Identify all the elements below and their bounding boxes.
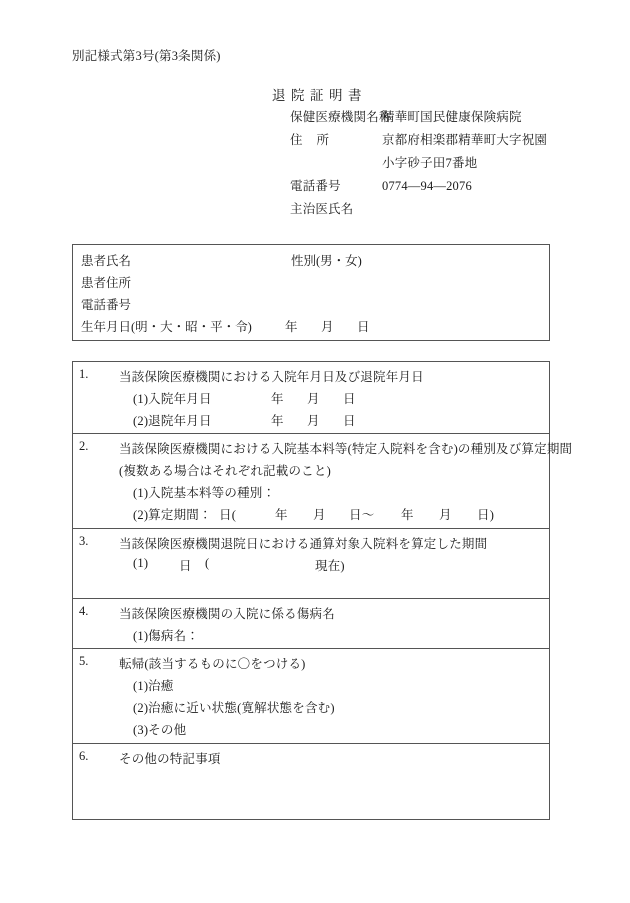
section-2-item-2 [119, 505, 549, 527]
section-2-heading-cont: (複数ある場合はそれぞれ記載のこと) [119, 464, 331, 478]
patient-phone-row [73, 295, 549, 317]
section-5-number: 5. [79, 654, 89, 668]
section-row-1 [73, 362, 549, 434]
issuer-value-address-cont: 小字砂子田7番地 [382, 156, 478, 170]
section-5-heading: 転帰(該当するものに〇をつける) [119, 657, 306, 671]
section-row-3 [73, 529, 549, 599]
section-2-item-2-label: (2)算定期間： [133, 508, 212, 522]
section-2-body [73, 439, 573, 527]
section-4-item-1-label[interactable]: (1)傷病名： [133, 629, 199, 643]
section-1-item-1-month[interactable]: 月 [307, 392, 320, 406]
section-1-item-1-label: (1)入院年月日 [133, 392, 212, 406]
patient-name-row [73, 251, 549, 273]
section-2-item-2-days[interactable]: 日( [219, 508, 237, 522]
issuer-row-doctor [290, 199, 547, 222]
section-5-option-2[interactable]: (2)治癒に近い状態(寛解状態を含む) [133, 701, 335, 715]
issuer-row-address [290, 130, 547, 153]
issuer-label-address: 住所 [290, 133, 344, 147]
section-6-notes-area[interactable] [119, 771, 549, 793]
section-4-number: 4. [79, 604, 89, 618]
section-1-number: 1. [79, 367, 89, 381]
section-row-4 [73, 599, 549, 649]
section-row-6 [73, 744, 549, 819]
patient-address-row [73, 273, 549, 295]
sections-table [72, 361, 573, 820]
section-5-body [73, 654, 549, 742]
section-2-item-2-month-to[interactable]: 月 [439, 508, 452, 522]
section-1-item-1 [119, 389, 549, 411]
issuer-value-institution: 精華町国民健康保険病院 [382, 110, 522, 124]
patient-address-label: 患者住所 [81, 276, 132, 290]
section-2-item-2-day-from[interactable]: 日～ [349, 508, 375, 522]
section-2-number: 2. [79, 439, 89, 453]
section-4-body [73, 604, 549, 648]
section-2-item-1-label[interactable]: (1)入院基本料等の種別： [133, 486, 276, 500]
issuer-row-address-cont [290, 153, 547, 176]
section-2-item-2-year-to[interactable]: 年 [401, 508, 414, 522]
section-3-item-1-current[interactable]: 現在) [315, 559, 345, 573]
section-3-item-1-day[interactable]: 日 [179, 559, 192, 573]
section-2-item-1 [119, 483, 549, 505]
section-1-heading: 当該保険医療機関における入院年月日及び退院年月日 [119, 370, 424, 384]
patient-dob-row [73, 317, 549, 339]
section-2-heading: 当該保険医療機関における入院基本料等(特定入院料を含む)の種別及び算定期間 [119, 442, 573, 456]
patient-name-label: 患者氏名 [81, 254, 132, 268]
section-2-item-2-month-from[interactable]: 月 [313, 508, 326, 522]
section-1-body [73, 367, 549, 433]
section-5-option-1[interactable]: (1)治癒 [133, 679, 174, 693]
patient-dob-day[interactable]: 日 [357, 320, 370, 334]
section-5-option-3[interactable]: (3)その他 [133, 723, 187, 737]
section-1-item-2-year[interactable]: 年 [271, 414, 284, 428]
form-number: 別記様式第3号(第3条関係) [72, 49, 221, 63]
issuer-value-phone: 0774—94—2076 [382, 179, 472, 193]
section-6-number: 6. [79, 749, 89, 763]
issuer-row-phone [290, 176, 547, 199]
section-3-item-1-label: (1) [133, 556, 149, 570]
section-3-item-1 [119, 556, 549, 578]
section-row-5 [73, 649, 549, 744]
patient-dob-label[interactable]: 生年月日(明・大・昭・平・令) [81, 320, 252, 334]
section-1-item-1-day[interactable]: 日 [343, 392, 356, 406]
section-1-item-2 [119, 411, 549, 433]
issuer-value-address: 京都府相楽郡精華町大字祝園 [382, 133, 548, 147]
section-4-item-1 [119, 626, 549, 648]
section-3-number: 3. [79, 534, 89, 548]
issuer-block [290, 107, 547, 222]
section-1-item-2-month[interactable]: 月 [307, 414, 320, 428]
section-1-item-2-day[interactable]: 日 [343, 414, 356, 428]
patient-phone-label: 電話番号 [81, 298, 132, 312]
section-6-body [73, 749, 549, 793]
issuer-label-phone: 電話番号 [290, 179, 341, 193]
section-3-heading: 当該保険医療機関退院日における通算対象入院料を算定した期間 [119, 537, 488, 551]
section-3-item-1-open-paren: ( [205, 556, 210, 570]
section-row-2 [73, 434, 573, 529]
page-title: 退院証明書 [272, 88, 367, 103]
patient-info-box [72, 244, 550, 341]
issuer-label-doctor: 主治医氏名 [290, 202, 354, 216]
section-1-item-1-year[interactable]: 年 [271, 392, 284, 406]
section-2-item-2-year-from[interactable]: 年 [275, 508, 288, 522]
section-3-body [73, 534, 549, 578]
section-2-item-2-day-to[interactable]: 日) [477, 508, 495, 522]
section-4-heading: 当該保険医療機関の入院に係る傷病名 [119, 607, 335, 621]
section-1-item-2-label: (2)退院年月日 [133, 414, 212, 428]
patient-gender-label[interactable]: 性別(男・女) [291, 254, 362, 268]
issuer-label-institution: 保健医療機関名称 [290, 110, 392, 124]
patient-dob-year[interactable]: 年 [285, 320, 298, 334]
issuer-row-institution [290, 107, 547, 130]
patient-dob-month[interactable]: 月 [321, 320, 334, 334]
section-6-heading: その他の特記事項 [119, 752, 221, 766]
